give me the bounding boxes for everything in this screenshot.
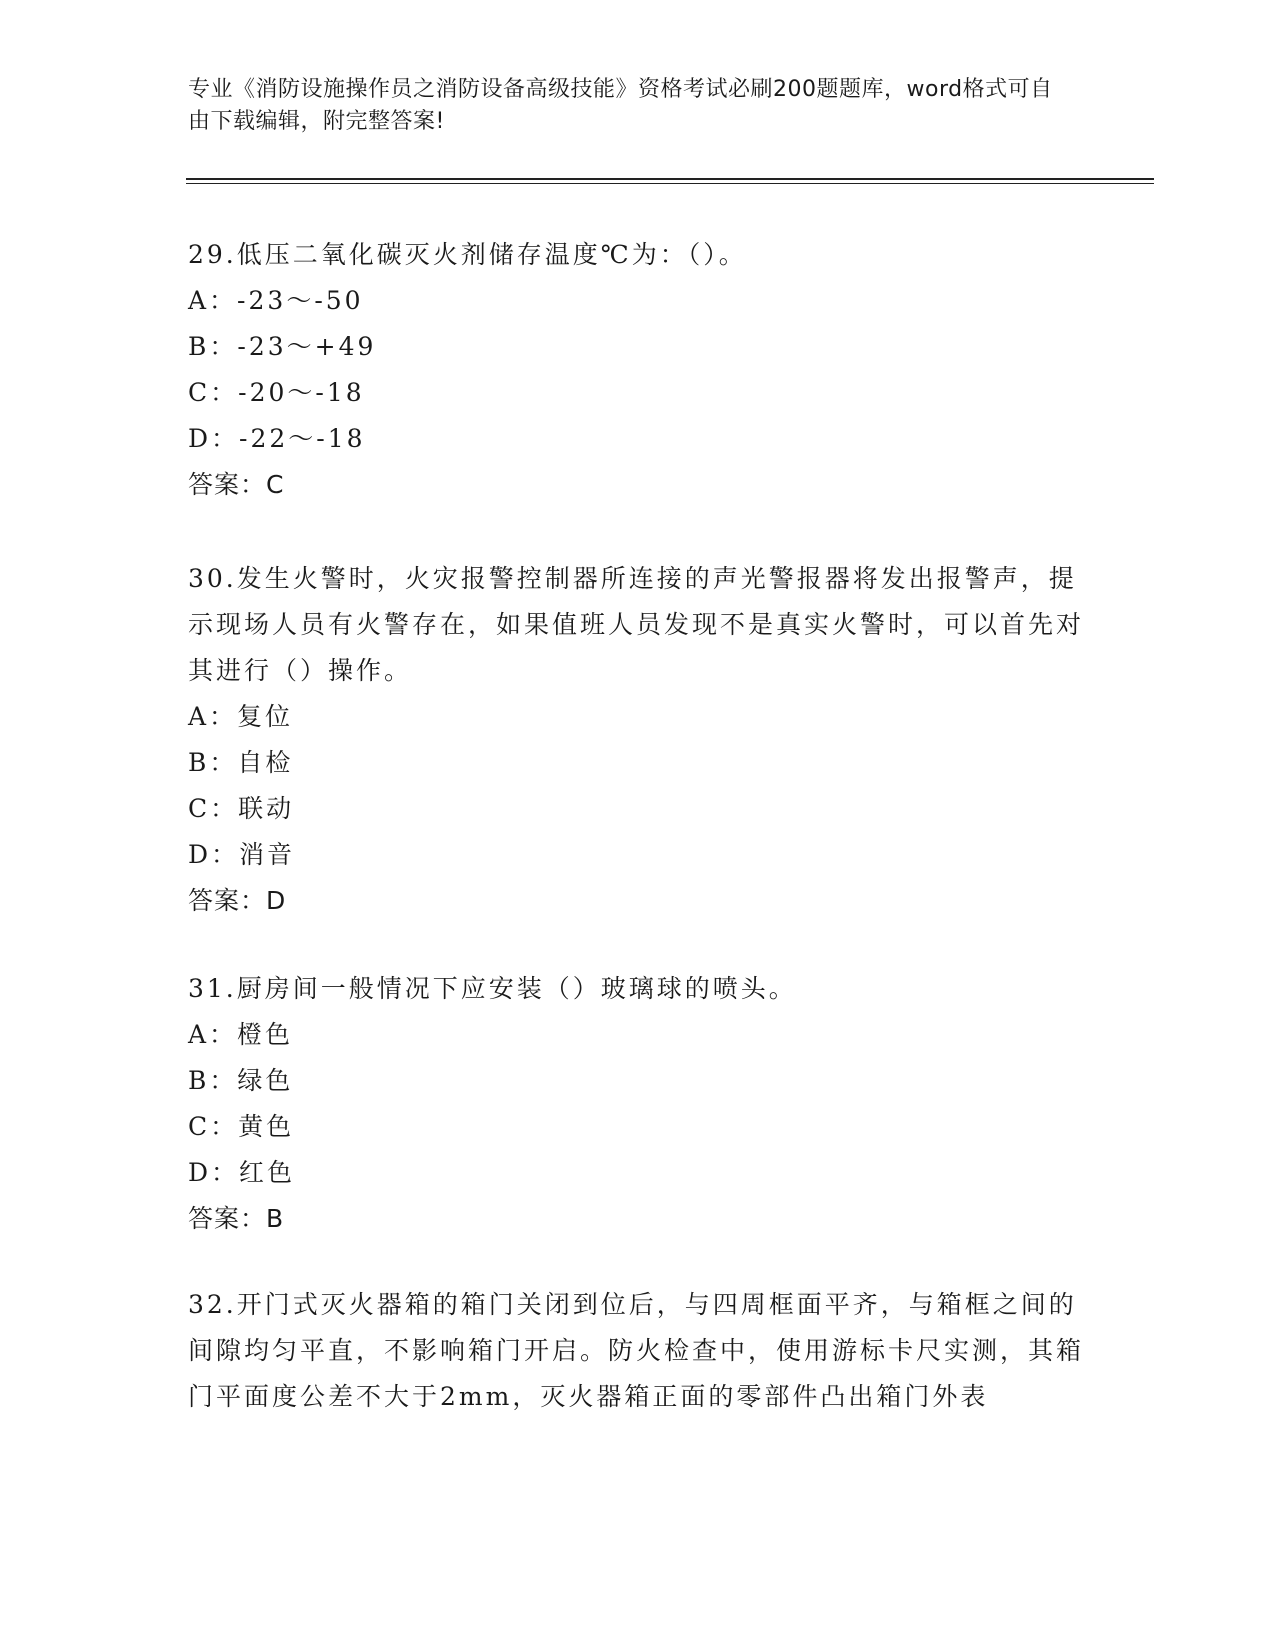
header-divider-thin <box>186 183 1154 184</box>
option-c: C：联动 <box>188 794 295 823</box>
option-c: C：-20～-18 <box>188 378 365 407</box>
question-32 <box>188 1282 1088 1420</box>
question-stem: 29.低压二氧化碳灭火剂储存温度℃为：（）。 <box>188 240 747 269</box>
option-d: D：-22～-18 <box>188 424 366 453</box>
option-b: B：-23～+49 <box>188 332 377 361</box>
question-31 <box>188 966 1088 1242</box>
question-stem: 31.厨房间一般情况下应安装（）玻璃球的喷头。 <box>188 974 797 1003</box>
answer: 答案：D <box>188 886 287 915</box>
option-d: D：红色 <box>188 1158 296 1187</box>
document-header: 专业《消防设施操作员之消防设备高级技能》资格考试必刷200题题库，word格式可自由下载编辑，附完整答案! <box>188 77 1053 134</box>
option-a: A：复位 <box>188 702 294 731</box>
question-29 <box>188 232 1088 508</box>
answer: 答案：C <box>188 470 285 499</box>
option-c: C：黄色 <box>188 1112 295 1141</box>
answer: 答案：B <box>188 1204 285 1233</box>
option-b: B：绿色 <box>188 1066 294 1095</box>
option-b: B：自检 <box>188 748 294 777</box>
question-30 <box>188 556 1088 924</box>
option-a: A：-23～-50 <box>188 286 364 315</box>
header-divider <box>186 178 1154 180</box>
question-stem: 32.开门式灭火器箱的箱门关闭到位后，与四周框面平齐，与箱框之间的间隙均匀平直，不影响箱门开启。防火检查中，使用游标卡尺实测，其箱门平面度公差不大于2mm，灭火器箱正面的零部件凸出箱门外表 <box>188 1290 1085 1411</box>
question-stem: 30.发生火警时，火灾报警控制器所连接的声光警报器将发出报警声，提示现场人员有火警存在，如果值班人员发现不是真实火警时，可以首先对其进行（）操作。 <box>188 564 1085 685</box>
option-d: D：消音 <box>188 840 296 869</box>
option-a: A：橙色 <box>188 1020 294 1049</box>
